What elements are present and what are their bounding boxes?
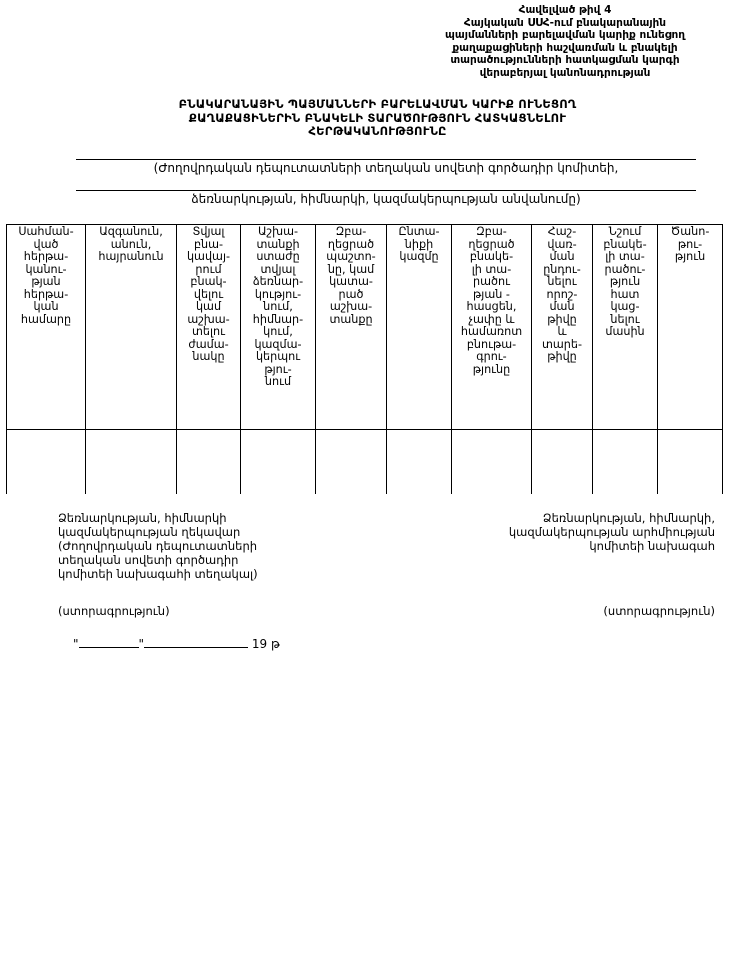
year-suffix: 19 թ: [251, 637, 280, 651]
column-header: [452, 225, 532, 430]
header-text: Ընտա- նիքի կազմը: [398, 225, 440, 263]
table-cell[interactable]: [241, 430, 316, 495]
right-signature-label: (ստորագրություն): [603, 604, 715, 618]
column-header: [86, 225, 177, 430]
appendix-note: [410, 4, 720, 80]
title-line: ԲՆԱԿԱՐԱՆԱՅԻՆ ՊԱՅՄԱՆՆԵՐԻ ԲԱՐԵԼԱՎՄԱՆ ԿԱՐԻՔ ՈՒՆԵՑՈՂ: [178, 97, 577, 111]
column-header: [241, 225, 316, 430]
header-text: Զբա- ղեցրած բնակե- լի տա- րածու թյան - հասցեն, չափը և համառոտ բնութա- գրու- թյունը: [460, 225, 523, 376]
right-signatory-line: կոմիտեի նախագահ: [589, 539, 715, 553]
header-text: Հաշ- վառ- ման ընդու- նելու որոշ- ման թիվը և տարե- թիվը: [541, 225, 582, 363]
appendix-line: պայմանների բարելավման կարիք ունեցող: [445, 29, 685, 42]
day-blank[interactable]: [79, 636, 139, 648]
column-header: [658, 225, 723, 430]
header-text: Ազգանուն, անուն, հայրանուն: [98, 225, 164, 263]
table-cell[interactable]: [593, 430, 658, 495]
table-cell[interactable]: [387, 430, 452, 495]
date-quote-close: ": [138, 637, 145, 651]
left-signatory-block: [58, 511, 258, 581]
appendix-line: Հավելված թիվ 4: [518, 4, 612, 16]
table-cell[interactable]: [532, 430, 593, 495]
left-signatory-line: կազմակերպության ղեկավար: [58, 525, 241, 539]
fill-line-top: [76, 159, 696, 160]
table-cell[interactable]: [316, 430, 387, 495]
column-header: [593, 225, 658, 430]
header-text: Զբա- ղեցրած պաշտո- նը, կամ կատա- րած աշխա- տանքը: [326, 225, 376, 326]
subtitle-line-1: (Ժողովրդական դեպուտատների տեղական սովետի գործադիր կոմիտեի,: [153, 161, 619, 175]
date-line: [73, 636, 280, 651]
left-signatory-line: տեղական սովետի գործադիր: [58, 553, 239, 567]
month-blank[interactable]: [144, 636, 248, 648]
column-header: [532, 225, 593, 430]
header-text: Նշում բնակե- լի տա- րածու- թյուն հատ կաց- նելու մասին: [603, 225, 647, 338]
left-signatory-line: Ձեռնարկության, հիմնարկի: [58, 511, 227, 525]
appendix-line: տարածությունների հատկացման կարգի: [450, 54, 680, 67]
date-quote-open: ": [73, 637, 79, 651]
table-cell[interactable]: [452, 430, 532, 495]
table-cell[interactable]: [658, 430, 723, 495]
register-table: [6, 224, 723, 494]
subtitle-line-2: ձեռնարկության, հիմնարկի, կազմակերպության անվանումը): [191, 192, 581, 206]
column-header: [387, 225, 452, 430]
header-text: Տվյալ բնա- կավայ- րում բնակ- վելու կամ աշխա- տելու ժամա- նակը: [186, 225, 231, 363]
table-cell[interactable]: [7, 430, 86, 495]
column-header: [316, 225, 387, 430]
column-header: [177, 225, 241, 430]
header-text: Աշխա- տանքի ստաժը տվյալ ձեռնար- կությու- նում, հիմնար- կում, կազմա- կերպու թյու- նում: [252, 225, 304, 388]
appendix-line: վերաբերյալ կանոնադրության: [479, 66, 651, 79]
column-header: [7, 225, 86, 430]
left-signatory-line: կոմիտեի նախագահի տեղակալ): [58, 567, 258, 581]
header-text: Ծանո- թու- թյուն: [670, 225, 710, 263]
table-header-row: [7, 225, 723, 430]
header-text: Սահման- ված հերթա- կանու- թյան հերթա- կան համարը: [18, 225, 74, 326]
right-signatory-line: կազմակերպության արհմիության: [508, 525, 715, 539]
appendix-line: Հայկական ՍՍՀ-ում բնակարանային: [463, 16, 667, 29]
table-cell[interactable]: [177, 430, 241, 495]
right-signatory-block: [509, 511, 715, 553]
left-signature-label: (ստորագրություն): [58, 604, 170, 618]
title-line: ՔԱՂԱՔԱՑԻՆԵՐԻՆ ԲՆԱԿԵԼԻ ՏԱՐԱԾՈՒԹՅՈՒՆ ՀԱՏԿԱՑՆԵԼՈՒ: [188, 110, 567, 125]
left-signatory-line: (Ժողովրդական դեպուտատների: [58, 539, 258, 553]
appendix-line: քաղաքացիների հաշվառման և բնակելի: [452, 41, 678, 54]
title-line: ՀԵՐԹԱԿԱՆՈՒԹՅՈՒՆԸ: [308, 124, 447, 138]
document-title: [110, 98, 645, 139]
table-row: [7, 430, 723, 495]
table-cell[interactable]: [86, 430, 177, 495]
right-signatory-line: Ձեռնարկության, հիմնարկի,: [542, 511, 715, 525]
fill-line-bottom: [76, 190, 696, 191]
